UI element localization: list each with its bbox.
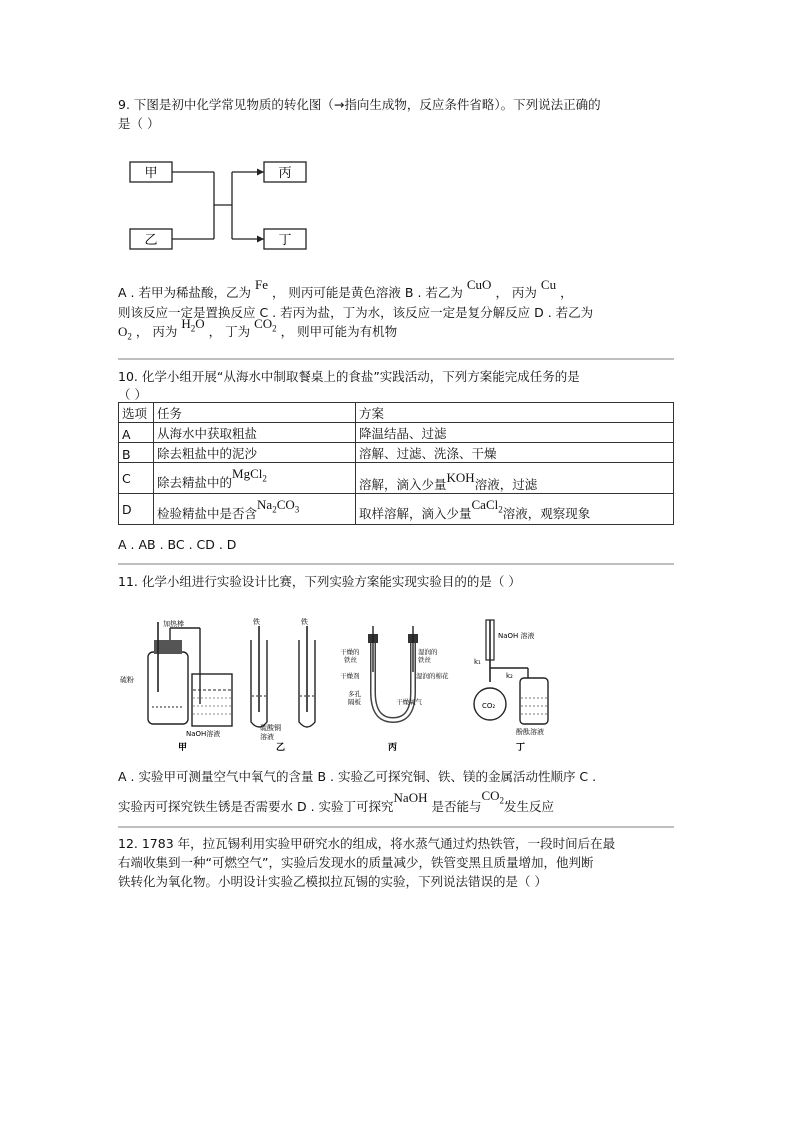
label-jia: 甲 (144, 166, 158, 181)
label-bing: 丙 (278, 166, 292, 181)
table-row (119, 494, 674, 525)
row-d-option: D (119, 494, 154, 525)
q9-stem-line2: 是（ ） (118, 116, 160, 131)
divider-q11-q12 (118, 826, 674, 828)
row-b-option: B (119, 443, 154, 463)
label-fig-ding: 丁 (516, 743, 526, 752)
apparatus-jia (120, 619, 232, 752)
row-c-plan: 溶解，滴入少量KOH溶液，过滤 (356, 463, 674, 494)
apparatus-yi (251, 617, 315, 752)
q9-opt-d-text2: ， 丁为 (208, 324, 251, 339)
apparatus-bing (340, 626, 449, 752)
formula-cu: Cu (540, 277, 557, 292)
formula-co2-q11: $CO_2$ (481, 788, 505, 806)
label-naoh-ding: NaOH 溶液 (498, 632, 535, 640)
formula-cuo: CuO (466, 277, 492, 292)
label-gebang: 隔板 (348, 698, 361, 706)
label-tie1: 铁 (253, 618, 260, 626)
q10-stem-line2: （ ） (118, 387, 147, 402)
q11-opt-d-text: 是否能与 (431, 799, 482, 814)
row-c-task: 除去精盐中的MgCl$_2$ (154, 463, 356, 494)
label-ding: 丁 (278, 233, 292, 248)
label-fig-bing: 丙 (388, 743, 398, 752)
q11-opt-d-end: 发生反应 (504, 799, 555, 814)
label-co2-flask: CO₂ (482, 702, 496, 710)
q12-line2: 右端收集到一种“可燃空气”，实验后发现水的质量减少，铁管变黑且质量增加，他判断 (118, 855, 594, 870)
label-k2: k₂ (506, 672, 513, 680)
q9-options-line1 (118, 277, 573, 301)
q9-options-line3 (118, 316, 398, 342)
header-option: 选项 (119, 403, 154, 423)
table-row (119, 463, 674, 494)
label-jiaresi: 加热棒 (163, 620, 184, 628)
label-fig-yi: 乙 (276, 743, 286, 752)
row-c-option: C (119, 463, 154, 494)
q11-options-line1: A . 实验甲可测量空气中氧气的含量 B . 实验乙可探究铜、铁、镁的金属活动性顺序 C . (118, 769, 597, 784)
divider-q10-q11 (118, 563, 674, 565)
formula-koh: KOH (446, 470, 475, 485)
row-d-plan: 取样溶解，滴入少量CaCl$_2$溶液，观察现象 (356, 494, 674, 525)
q9-options-line2: 则该反应一定是置换反应 C . 若丙为盐，丁为水，该反应一定是复分解反应 D . 若乙为 (118, 305, 594, 320)
label-k1: k₁ (474, 658, 481, 666)
header-task: 任务 (154, 403, 356, 423)
apparatus-ding (474, 620, 548, 752)
label-ganzaoji: 干燥剂 (340, 672, 360, 680)
formula-o2: $O_2$ (118, 324, 132, 342)
q10-table (118, 402, 674, 525)
formula-h2o: $H_2O$ (181, 316, 205, 334)
q11-stem: 11. 化学小组进行实验设计比赛，下列实验方案能实现实验目的的是（ ） (118, 574, 521, 589)
label-cuso4-2: 溶液 (260, 733, 274, 741)
label-tiesi-b: 铁丝 (418, 656, 431, 664)
q9-comma: ， (560, 285, 573, 300)
q9-transform-diagram (118, 150, 318, 262)
label-shirun-tiesi: 湿润的 (418, 648, 438, 656)
formula-cacl2: CaCl$_2$ (471, 497, 503, 515)
q9-opt-b-text2: ， 丙为 (495, 285, 537, 300)
row-a-task: 从海水中获取粗盐 (154, 423, 356, 443)
row-a-option: A (119, 423, 154, 443)
label-tie2: 铁 (301, 618, 308, 626)
q9-opt-a-text: A . 若甲为稀盐酸，乙为 (118, 285, 251, 300)
q10-options: A . AB . BC . CD . D (118, 537, 237, 552)
q11-options-line2 (118, 788, 555, 817)
row-b-task: 除去粗盐中的泥沙 (154, 443, 356, 463)
row-d-task: 检验精盐中是否含$Na_2CO_3$ (154, 494, 356, 525)
label-ganzao-tiesi: 干燥的 (340, 648, 360, 656)
formula-mgcl2: MgCl$_2$ (232, 466, 267, 484)
formula-fe: Fe (254, 277, 268, 292)
label-liufen: 硫粉 (120, 676, 134, 684)
divider-q9-q10 (118, 358, 674, 360)
formula-na2co3: $Na_2CO_3$ (257, 497, 300, 515)
row-b-plan: 溶解、过滤、洗涤、干燥 (356, 443, 674, 463)
formula-co2: $CO_2$ (254, 316, 277, 334)
q9-opt-b-text: ， 则丙可能是黄色溶液 B . 若乙为 (271, 285, 463, 300)
header-plan: 方案 (356, 403, 674, 423)
label-fenmi: 酚酞溶液 (516, 728, 544, 736)
label-cuso4-1: 硫酸铜 (260, 724, 281, 732)
label-naoh: NaOH溶液 (186, 730, 221, 738)
label-ganzao-yangqi: 干燥氧气 (396, 698, 422, 706)
q11-opt-c-text: 实验丙可探究铁生锈是否需要水 D . 实验丁可探究 (118, 799, 394, 814)
q9-stem-line1: 9. 下图是初中化学常见物质的转化图（→指向生成物，反应条件省略）。下列说法正确的 (118, 97, 601, 112)
table-row (119, 423, 674, 443)
q11-apparatus-figure (118, 612, 578, 752)
label-duokong: 多孔 (348, 690, 361, 698)
row-a-plan: 降温结晶、过滤 (356, 423, 674, 443)
q9-opt-d-text3: ， 则甲可能为有机物 (280, 324, 398, 339)
q12-line1: 12. 1783 年，拉瓦锡利用实验甲研究水的组成，将水蒸气通过灼热铁管，一段时间后在最 (118, 836, 616, 851)
label-shirun-mianhua: 湿润的棉花 (416, 672, 449, 680)
table-header-row (119, 403, 674, 423)
label-yi: 乙 (144, 233, 158, 248)
table-row (119, 443, 674, 463)
formula-naoh: NaOH (393, 790, 428, 805)
q10-stem-line1: 10. 化学小组开展“从海水中制取餐桌上的食盐”实践活动，下列方案能完成任务的是 (118, 369, 580, 384)
label-tiesi-a: 铁丝 (344, 656, 357, 664)
q12-line3: 铁转化为氧化物。小明设计实验乙模拟拉瓦锡的实验，下列说法错误的是（ ） (118, 874, 547, 889)
q9-opt-d-text1: ， 丙为 (135, 324, 178, 339)
label-fig-jia: 甲 (178, 743, 188, 752)
